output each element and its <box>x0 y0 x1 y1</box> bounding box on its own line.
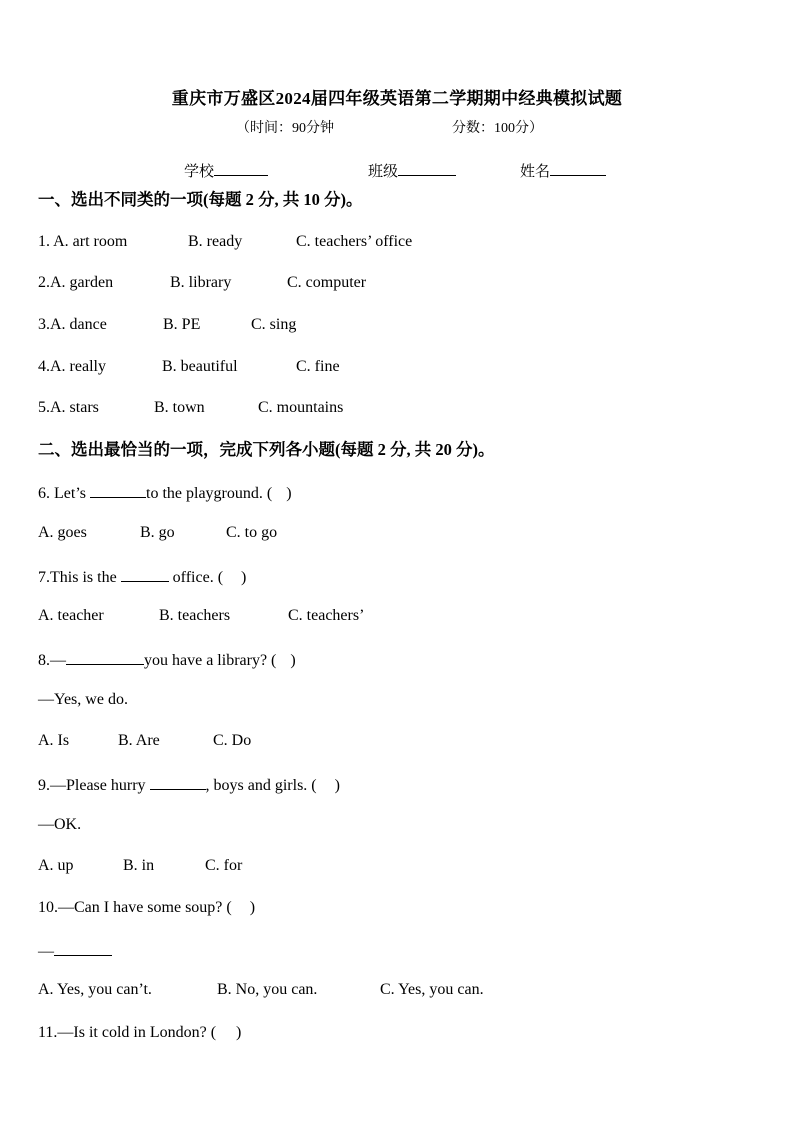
question-11 <box>38 1023 241 1043</box>
q10-answer-dash: — <box>38 943 54 960</box>
q10-answer <box>38 940 112 962</box>
q8-option-b: B. Are <box>118 732 160 749</box>
q6-option-c: C. to go <box>226 524 278 541</box>
q8-stem-start: 8.— <box>38 652 66 669</box>
q6-paren-close: ) <box>286 485 292 502</box>
q1-option-b: B. ready <box>188 233 243 250</box>
question-6 <box>38 482 292 504</box>
q6-blank[interactable] <box>90 482 146 498</box>
name-label: 姓名 <box>520 164 551 180</box>
q6-stem-start: 6. Let’s <box>38 485 86 502</box>
class-field <box>368 159 456 181</box>
q11-stem: 11.—Is it cold in London? ( <box>38 1024 217 1041</box>
q8-answer: —Yes, we do. <box>38 691 128 708</box>
q6-stem-end: to the playground. ( <box>146 485 273 502</box>
q9-option-c: C. for <box>205 857 243 874</box>
q6-option-a: A. goes <box>38 524 87 541</box>
q5-option-c: C. mountains <box>258 399 344 416</box>
name-blank[interactable] <box>550 159 606 176</box>
q3-option-a: 3.A. dance <box>38 316 107 333</box>
q2-option-a: 2.A. garden <box>38 274 114 291</box>
q8-stem-end: you have a library? ( <box>144 652 277 669</box>
q10-option-c: C. Yes, you can. <box>380 981 484 998</box>
question-7 <box>38 566 246 588</box>
question-10 <box>38 898 255 918</box>
exam-score: 分数：100分） <box>452 121 543 136</box>
q9-stem-end: , boys and girls. ( <box>205 777 317 794</box>
q7-blank[interactable] <box>121 566 169 582</box>
q4-option-a: 4.A. really <box>38 358 106 375</box>
school-label: 学校 <box>184 164 215 180</box>
q7-option-b: B. teachers <box>159 607 231 624</box>
q5-option-a: 5.A. stars <box>38 399 99 416</box>
school-field <box>184 159 268 181</box>
exam-time: （时间：90分钟 <box>236 121 334 136</box>
q3-option-b: B. PE <box>163 316 201 333</box>
q9-option-a: A. up <box>38 857 74 874</box>
q7-stem-end: office. ( <box>172 569 224 586</box>
q7-paren-close: ) <box>241 569 247 586</box>
exam-title: 重庆市万盛区2024届四年级英语第二学期期中经典模拟试题 <box>171 89 623 108</box>
q9-stem-start: 9.—Please hurry <box>38 777 146 794</box>
q8-option-c: C. Do <box>213 732 252 749</box>
question-9 <box>38 774 340 796</box>
q1-option-a: 1. A. art room <box>38 233 128 250</box>
q4-option-b: B. beautiful <box>162 358 238 375</box>
q9-answer: —OK. <box>38 816 82 833</box>
q10-stem: 10.—Can I have some soup? ( <box>38 899 232 916</box>
q10-blank[interactable] <box>54 940 112 956</box>
q3-option-c: C. sing <box>251 316 297 333</box>
q7-option-a: A. teacher <box>38 607 104 624</box>
q6-option-b: B. go <box>140 524 175 541</box>
section2-heading: 二、选出最恰当的一项，完成下列各小题(每题 2 分, 共 20 分)。 <box>38 440 495 459</box>
q10-option-b: B. No, you can. <box>217 981 318 998</box>
q10-option-a: A. Yes, you can’t. <box>38 981 152 998</box>
q7-option-c: C. teachers’ <box>288 607 365 624</box>
school-blank[interactable] <box>214 159 268 176</box>
class-label: 班级 <box>368 164 399 180</box>
q8-option-a: A. Is <box>38 732 70 749</box>
class-blank[interactable] <box>398 159 456 176</box>
question-8 <box>38 649 296 671</box>
q10-paren-close: ) <box>249 899 256 916</box>
q2-option-b: B. library <box>170 274 232 291</box>
name-field <box>520 159 606 181</box>
q2-option-c: C. computer <box>287 274 367 291</box>
q5-option-b: B. town <box>154 399 205 416</box>
q9-blank[interactable] <box>150 774 206 790</box>
q8-blank[interactable] <box>66 649 144 665</box>
q8-paren-close: ) <box>290 652 296 669</box>
q9-option-b: B. in <box>123 857 155 874</box>
q11-paren-close: ) <box>236 1024 242 1041</box>
q7-stem-start: 7.This is the <box>38 569 117 586</box>
q1-option-c: C. teachers’ office <box>296 233 413 250</box>
q4-option-c: C. fine <box>296 358 340 375</box>
section1-heading: 一、选出不同类的一项(每题 2 分, 共 10 分)。 <box>38 190 363 209</box>
q9-paren-close: ) <box>334 777 340 794</box>
